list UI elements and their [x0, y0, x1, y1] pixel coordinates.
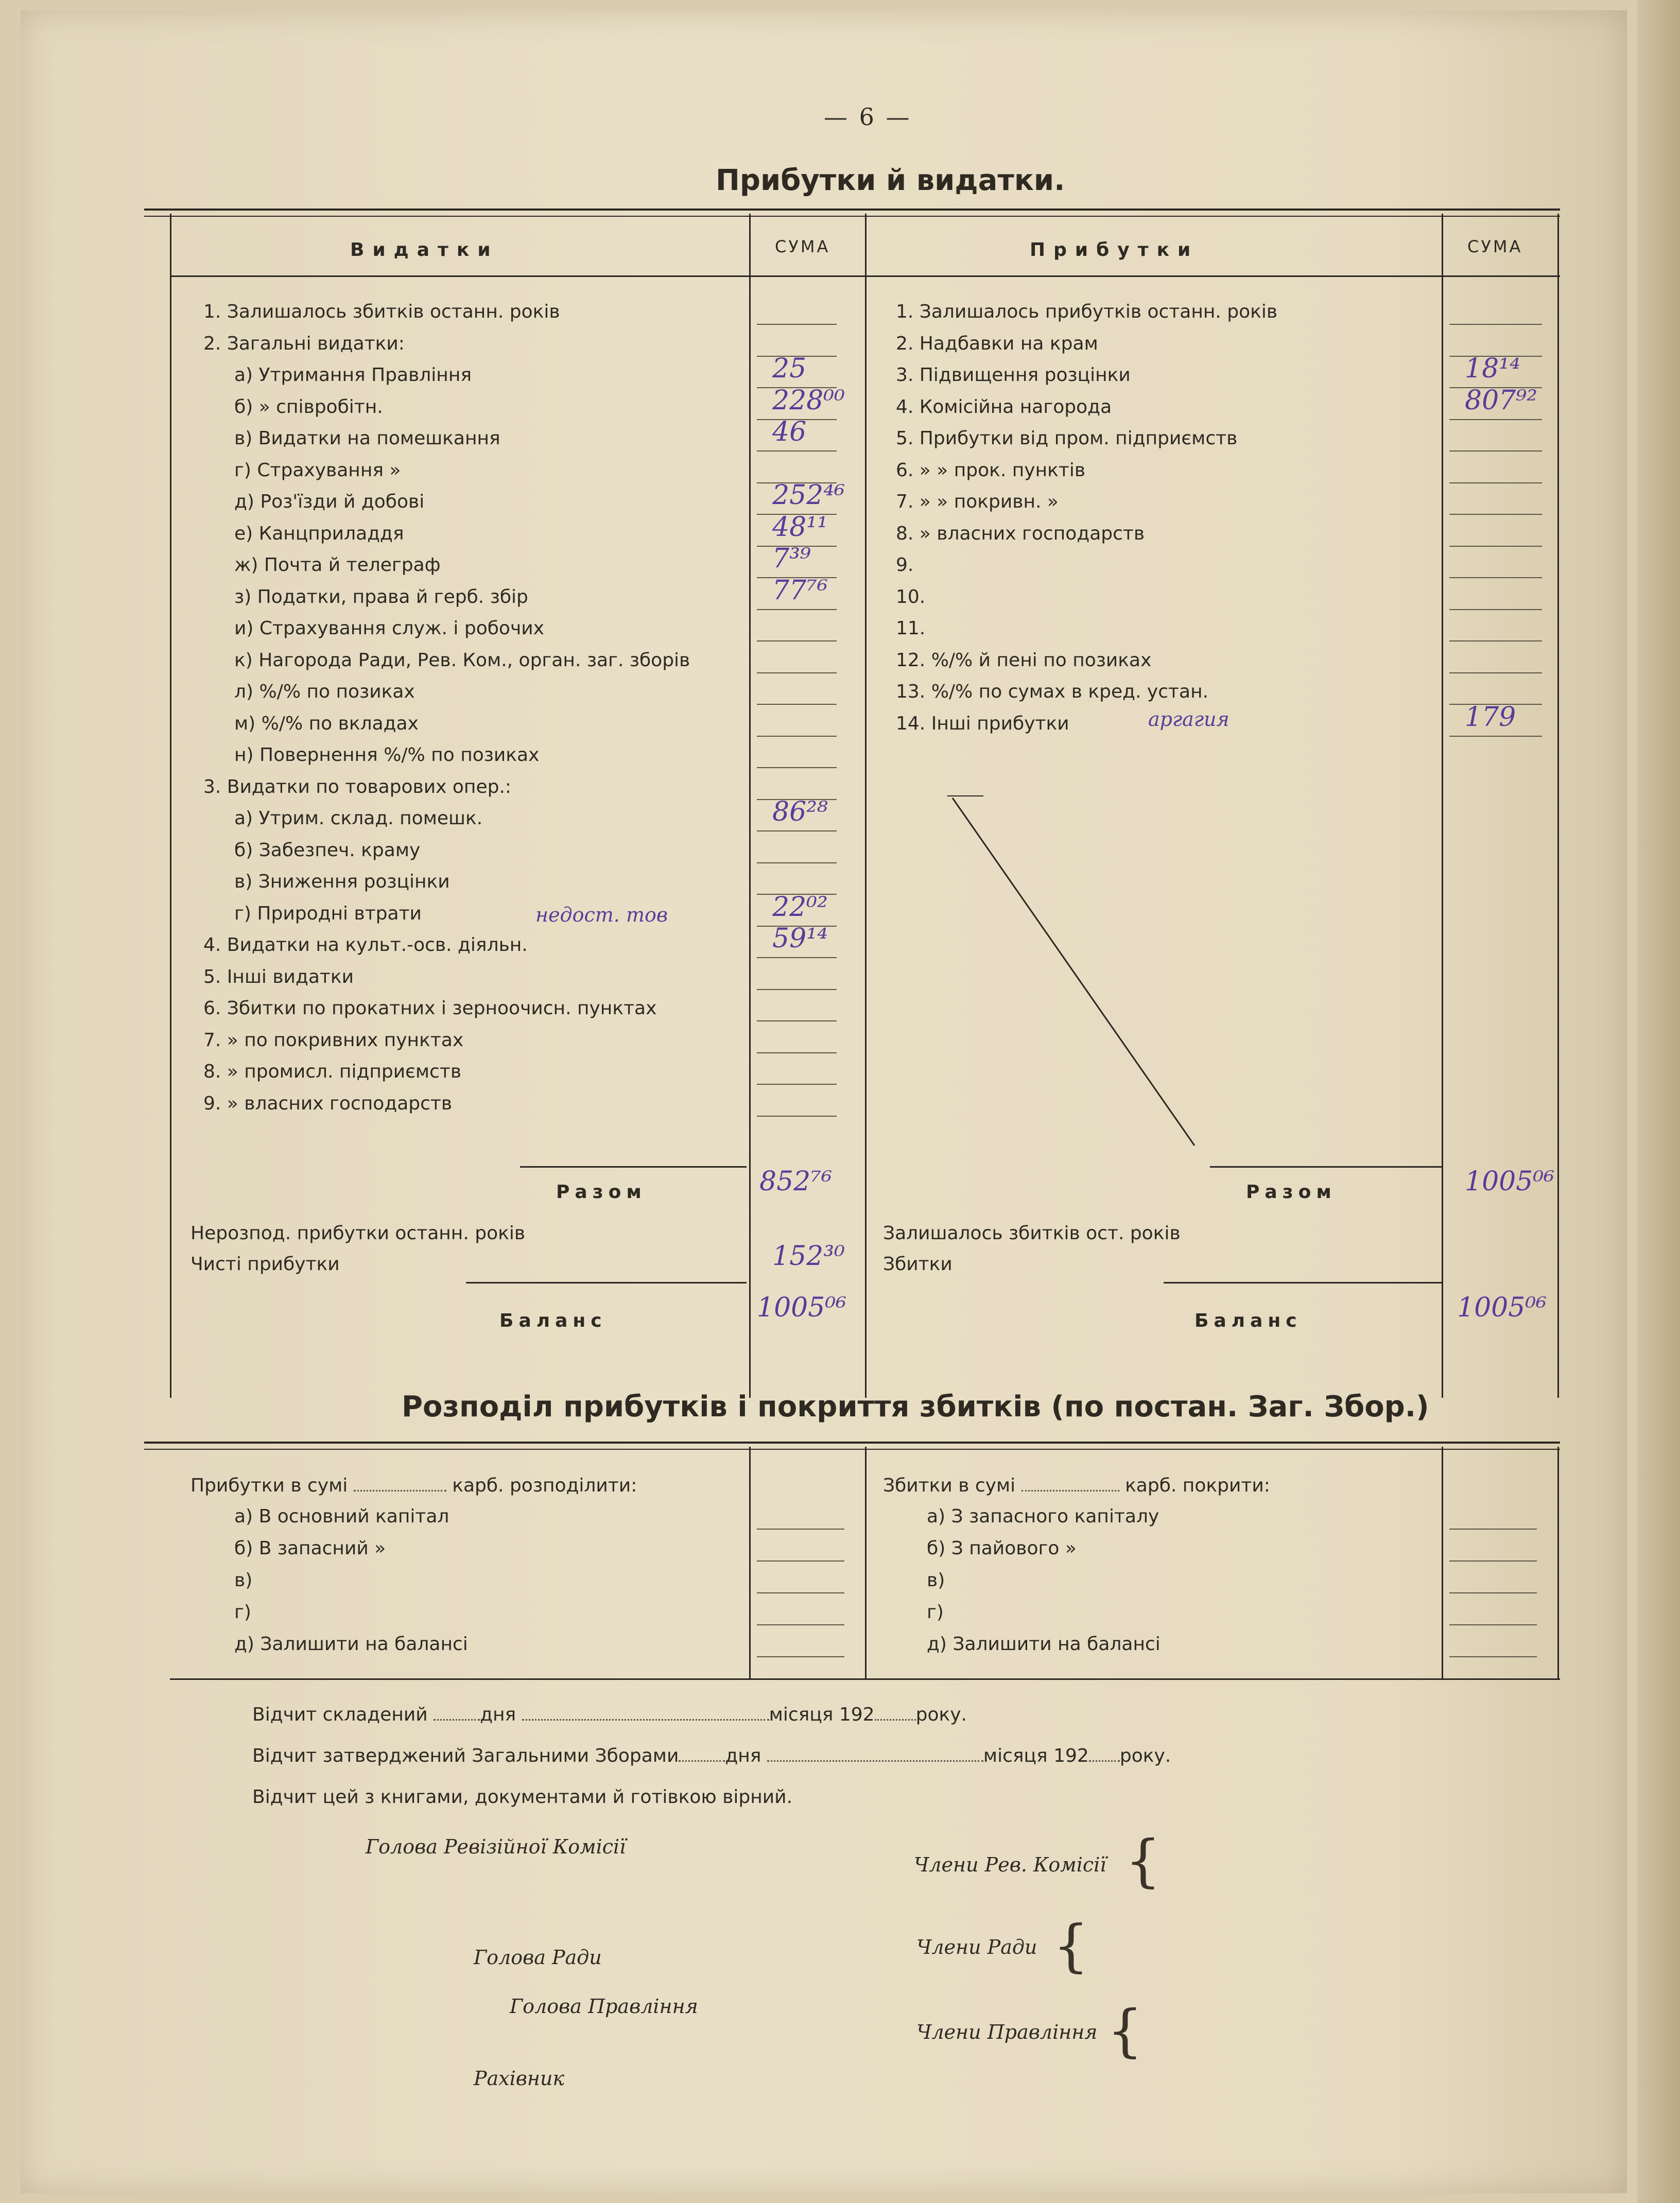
dist_left-row-line [757, 1592, 844, 1593]
right_rows-row-label: 14. Інші прибутки [896, 713, 1069, 734]
dist_left-row: в) [234, 1570, 253, 1591]
report-composed-line: Відчит складений дня місяця 192 року. [252, 1704, 967, 1725]
dist_left-row: д) Залишити на балансі [234, 1634, 468, 1655]
right-razom-value: 1005⁰⁶ [1465, 1166, 1555, 1197]
right_rows-row-label: 10. [896, 586, 926, 608]
left_rows-row-label: 4. Видатки на культ.-осв. діяльн. [203, 934, 528, 956]
page-number: — 6 — [824, 103, 912, 131]
right_rows-row-line [1449, 514, 1542, 515]
left_rows-row-line [757, 450, 837, 452]
dist_left-row-line [757, 1560, 844, 1562]
right-extra-2: Збитки [883, 1254, 952, 1275]
right-balance-rule [1164, 1282, 1442, 1283]
dist_right-row-line [1449, 1592, 1537, 1593]
left_rows-row-value: 77⁷⁶ [772, 575, 828, 606]
left_rows-row-line [757, 1052, 837, 1053]
right-sum-divider [1442, 214, 1443, 1398]
right_rows-row-line [1449, 482, 1542, 483]
dist-center-divider [865, 1447, 867, 1678]
left_rows-row-value: 25 [772, 353, 807, 384]
left_rows-row-label: г) Природні втрати [234, 903, 422, 924]
left-extra-1: Нерозпод. прибутки останн. років [190, 1223, 526, 1244]
left_rows-row-value: 22⁰² [772, 891, 828, 923]
brace-board: { [1107, 1998, 1143, 2063]
right_rows-row-label: 5. Прибутки від пром. підприємств [896, 428, 1238, 449]
left_rows-row-label: л) %/% по позиках [234, 681, 415, 702]
page-edge [1637, 0, 1680, 2203]
left_rows-row-label: 6. Збитки по прокатних і зерноочисн. пунктах [203, 998, 657, 1019]
sig-members-board: Члени Правління [916, 2021, 1098, 2043]
brace-council: { [1053, 1913, 1089, 1979]
dist_left-row: а) В основний капітал [234, 1506, 449, 1527]
dist-right-intro: Збитки в сумі карб. покрити: [883, 1475, 1270, 1496]
dist_left-row: г) [234, 1602, 251, 1623]
dist_right-row-line [1449, 1656, 1537, 1657]
right_rows-row-label: 2. Надбавки на крам [896, 333, 1098, 354]
right_rows-row-line [1449, 609, 1542, 610]
handwritten-note-left: недост. тов [535, 904, 668, 926]
left_rows-row-line [757, 640, 837, 641]
cancel-diagonal-line [947, 795, 1308, 1156]
left_rows-row-label: б) » співробітн. [234, 396, 383, 418]
left_rows-row-line [757, 704, 837, 705]
left_rows-row-label: и) Страхування служ. і робочих [234, 618, 544, 639]
dist_right-row-line [1449, 1624, 1537, 1625]
left_rows-row-value: 59¹⁴ [772, 923, 828, 954]
right-extra-1: Залишалось збитків ост. років [883, 1223, 1181, 1244]
dist-right-border [1557, 1447, 1559, 1678]
dist_right-row-line [1449, 1529, 1537, 1530]
sig-accountant: Рахівник [474, 2067, 565, 2090]
left_rows-row-label: м) %/% по вкладах [234, 713, 419, 734]
left_rows-row-label: в) Зниження розцінки [234, 871, 450, 892]
sig-head-rev-commission: Голова Ревізійної Комісії [366, 1835, 626, 1858]
left-balance-label: Баланс [499, 1310, 607, 1331]
left_rows-row-line [757, 324, 837, 325]
left_rows-row-label: з) Податки, права й герб. збір [234, 586, 528, 608]
left_rows-row-label: е) Канцприладдя [234, 523, 404, 544]
left_rows-row-line [757, 830, 837, 831]
right_rows-row-line [1449, 324, 1542, 325]
left_rows-row-line [757, 736, 837, 737]
brace-rev: { [1125, 1828, 1161, 1894]
dist-top-rule [144, 1442, 1560, 1450]
sig-members-council: Члени Ради [916, 1936, 1037, 1958]
left_rows-row-label: 5. Інші видатки [203, 966, 354, 987]
left_rows-row-line [757, 609, 837, 610]
left_rows-row-value: 46 [772, 417, 807, 447]
dist-left-intro: Прибутки в сумі карб. розподілити: [190, 1475, 637, 1496]
left_rows-row-value: 228⁰⁰ [772, 385, 845, 416]
left-sum-divider [749, 214, 751, 1398]
right_rows-row-line [1449, 672, 1542, 673]
left_rows-row-value: 252⁴⁶ [772, 480, 845, 511]
left_rows-row-line [757, 957, 837, 958]
right_rows-row-label: 4. Комісійна нагорода [896, 396, 1112, 418]
right_rows-row-label: 6. » » прок. пунктів [896, 459, 1086, 481]
sig-head-board: Голова Правління [510, 1995, 698, 2018]
left_rows-row-label: 9. » власних господарств [203, 1092, 453, 1114]
right_rows-row-line [1449, 546, 1542, 547]
left_rows-row-label: к) Нагорода Ради, Рев. Ком., орган. заг. зборів [234, 649, 690, 671]
right_rows-row-label: 3. Підвищення розцінки [896, 365, 1131, 386]
left-razom-label: Разом [556, 1182, 647, 1203]
dist_left-row-line [757, 1529, 844, 1530]
left_rows-row-line [757, 672, 837, 673]
right_rows-row-line [1449, 450, 1542, 452]
right_rows-row-label: 13. %/% по сумах в кред. устан. [896, 681, 1209, 702]
left-balance-rule [466, 1282, 747, 1283]
right_rows-row-label: 11. [896, 618, 926, 639]
dist_left-row: б) В запасний » [234, 1538, 386, 1559]
left_rows-row-label: а) Утримання Правління [234, 365, 472, 386]
right-balance-value: 1005⁰⁶ [1457, 1292, 1547, 1323]
left_rows-row-label: ж) Почта й телеграф [234, 554, 441, 576]
left_rows-row-line [757, 767, 837, 768]
left_rows-row-value: 48¹¹ [772, 511, 828, 543]
report-approved-line: Відчит затверджений Загальними Зборами дня місяця 192 року. [252, 1745, 1171, 1766]
left-razom-value: 852⁷⁶ [759, 1166, 832, 1197]
dist_left-row-line [757, 1624, 844, 1625]
left_rows-row-label: 3. Видатки по товарових опер.: [203, 776, 512, 797]
left-balance-value: 1005⁰⁶ [757, 1292, 847, 1323]
right_rows-row-label: 7. » » покривн. » [896, 491, 1059, 512]
left_rows-row-line [757, 862, 837, 863]
dist_right-row: б) З пайового » [927, 1538, 1077, 1559]
left_rows-row-label: а) Утрим. склад. помешк. [234, 808, 483, 829]
right-razom-label: Разом [1246, 1182, 1337, 1203]
left_rows-row-label: 7. » по покривних пунктах [203, 1029, 464, 1051]
header-sum-left: СУМА [775, 237, 830, 256]
left_rows-row-label: 1. Залишалось збитків останн. років [203, 301, 560, 322]
left_rows-row-line [757, 1020, 837, 1021]
right_rows-row-line [1449, 419, 1542, 420]
dist_right-row-line [1449, 1560, 1537, 1562]
right_rows-row-value: 18¹⁴ [1465, 353, 1520, 384]
right_rows-row-label: 12. %/% й пені по позиках [896, 649, 1152, 671]
dist_right-row: а) З запасного капіталу [927, 1506, 1159, 1527]
right_rows-row-line [1449, 577, 1542, 578]
left-razom-rule [520, 1166, 747, 1168]
table-left-border [170, 214, 171, 1398]
center-divider [865, 214, 867, 1398]
left_rows-row-line [757, 1084, 837, 1085]
right_rows-row-line [1449, 736, 1542, 737]
left_rows-row-label: г) Страхування » [234, 459, 401, 481]
left_rows-row-label: 8. » промисл. підприємств [203, 1061, 462, 1082]
right-balance-label: Баланс [1194, 1310, 1302, 1331]
left_rows-row-label: б) Забезпеч. краму [234, 839, 421, 861]
left_rows-row-label: н) Повернення %/% по позиках [234, 744, 540, 766]
title-income-expenses: Прибутки й видатки. [716, 164, 1065, 197]
dist-right-sum-divider [1442, 1447, 1443, 1678]
handwritten-note-right: аргагия [1148, 708, 1229, 731]
right-razom-rule [1210, 1166, 1442, 1168]
table-right-border [1557, 214, 1559, 1398]
left_rows-row-label: д) Роз'їзди й добові [234, 491, 425, 512]
right_rows-row-value: 179 [1465, 701, 1516, 733]
title-distribution: Розподіл прибутків і покриття збитків (по постан. Заг. Збор.) [402, 1390, 1429, 1424]
dist_right-row: д) Залишити на балансі [927, 1634, 1161, 1655]
right_rows-row-value: 807⁹² [1465, 385, 1537, 416]
dist_right-row: в) [927, 1570, 945, 1591]
dist_right-row: г) [927, 1602, 944, 1623]
dist-bottom-rule [170, 1678, 1560, 1680]
right_rows-row-label: 9. [896, 554, 914, 576]
right_rows-row-label: 8. » власних господарств [896, 523, 1145, 544]
left_rows-row-line [757, 989, 837, 990]
left_rows-row-label: 2. Загальні видатки: [203, 333, 405, 354]
sig-members-rev: Члени Рев. Комісії [914, 1853, 1106, 1876]
table-top-rule [144, 209, 1560, 217]
net-profit-value: 152³⁰ [772, 1241, 845, 1272]
sig-head-council: Голова Ради [474, 1946, 602, 1969]
left_rows-row-line [757, 1116, 837, 1117]
left-extra-2: Чисті прибутки [190, 1254, 340, 1275]
header-expenses: Видатки [350, 239, 499, 261]
report-verified-line: Відчит цей з книгами, документами й готівкою вірний. [252, 1786, 793, 1808]
left_rows-row-label: в) Видатки на помешкання [234, 428, 500, 449]
header-income: Прибутки [1030, 239, 1199, 261]
header-sum-right: СУМА [1467, 237, 1523, 256]
left_rows-row-value: 86²⁸ [772, 796, 828, 827]
left_rows-row-value: 7³⁹ [772, 543, 811, 574]
right_rows-row-line [1449, 640, 1542, 641]
dist-left-sum-divider [749, 1447, 751, 1678]
dist_left-row-line [757, 1656, 844, 1657]
right_rows-row-label: 1. Залишалось прибутків останн. років [896, 301, 1278, 322]
